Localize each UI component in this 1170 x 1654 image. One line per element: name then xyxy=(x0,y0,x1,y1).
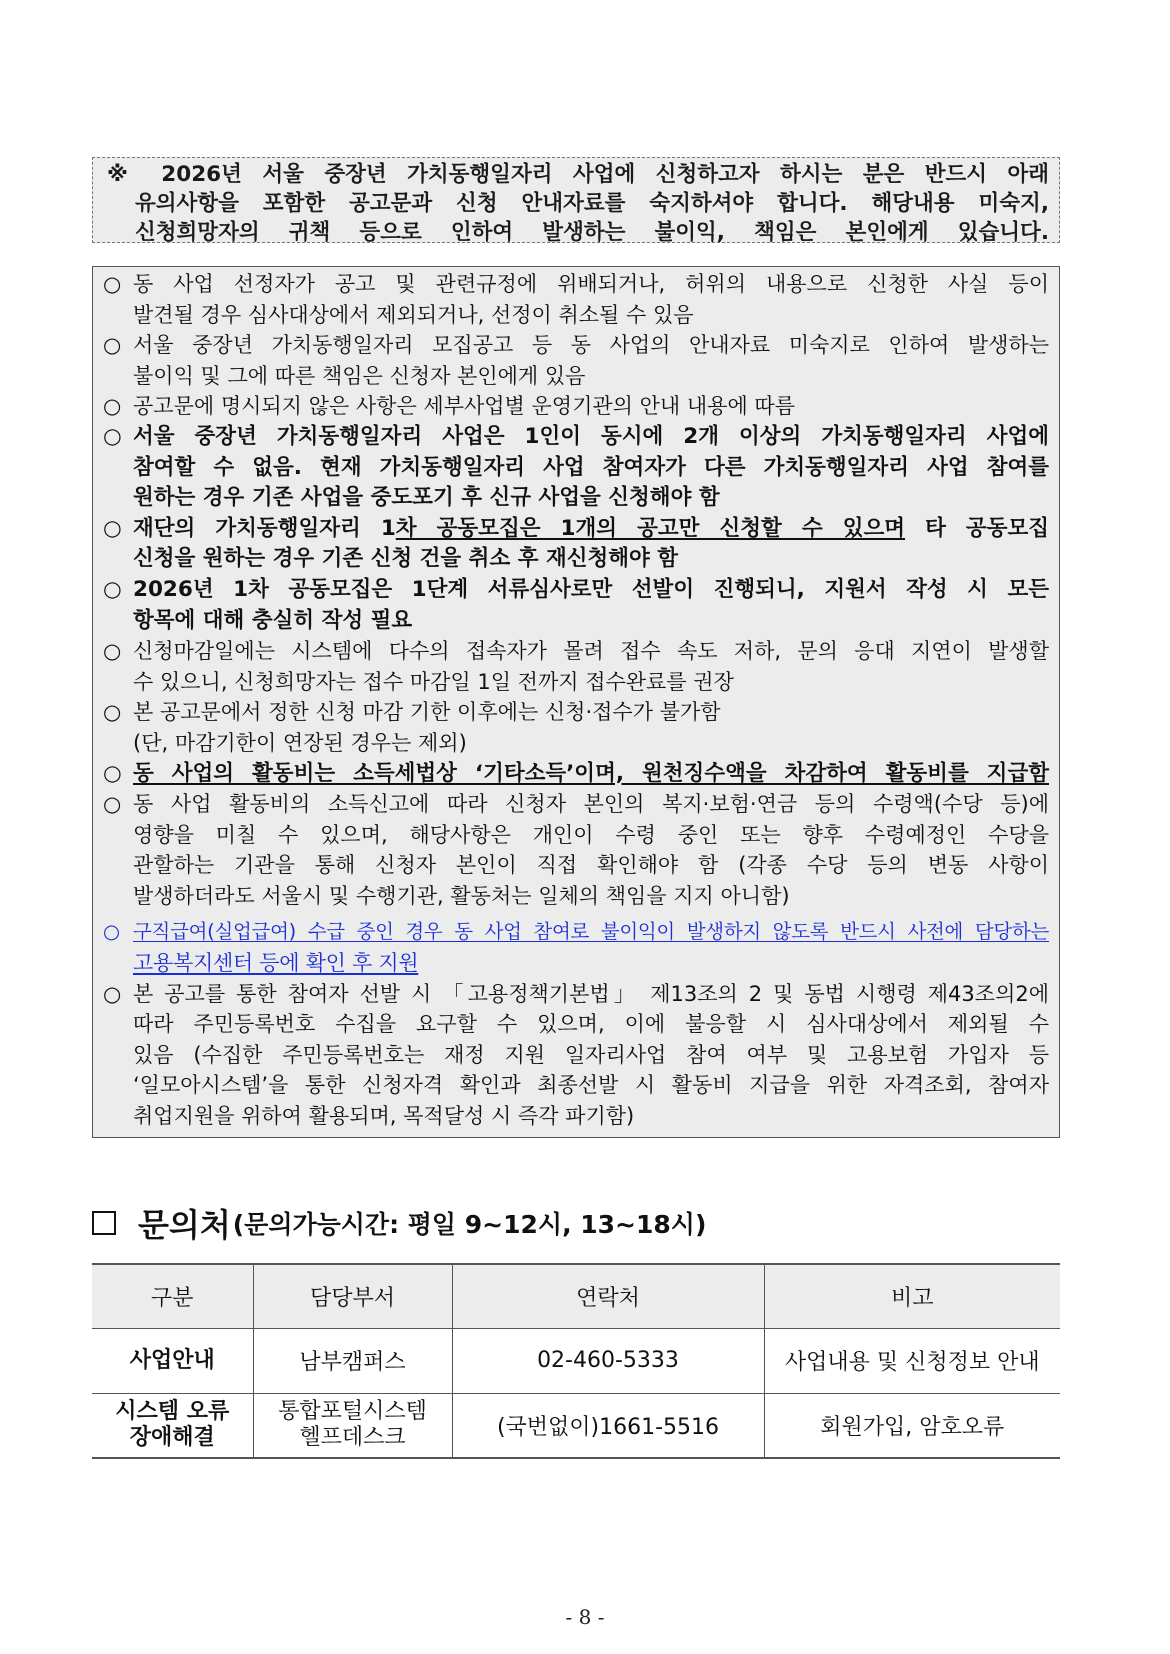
circle-bullet-icon: ○ xyxy=(103,981,122,1006)
section-title-main: 문의처 xyxy=(138,1206,231,1244)
page-number: - 8 - xyxy=(565,1605,605,1629)
phone-cell: 02-460-5333 xyxy=(452,1328,764,1393)
notice-box xyxy=(92,157,1060,243)
item-text: 본 공고문에서 정한 신청 마감 기한 이후에는 신청·접수가 불가함 xyxy=(133,700,721,725)
contact-section-title xyxy=(92,1200,706,1246)
circle-bullet-icon: ○ xyxy=(103,515,122,541)
item-text: 항목에 대해 충실히 작성 필요 xyxy=(133,607,413,633)
dept-cell xyxy=(253,1393,452,1458)
item-text: 본 공고를 통한 참여자 선발 시 「고용정책기본법」 제13조의 2 및 동법 시행령 제43조의2에 xyxy=(133,981,1049,1006)
dept-line: 헬프데스크 xyxy=(299,1425,406,1451)
item-text: 2026년 1차 공동모집은 1단계 서류심사로만 선발이 진행되니, 지원서 작성 시 모든 xyxy=(133,576,1049,602)
caution-item xyxy=(103,636,1049,697)
note-cell: 사업내용 및 신청정보 안내 xyxy=(764,1328,1060,1393)
circle-bullet-icon: ○ xyxy=(103,272,122,296)
item-text: 공고문에 명시되지 않은 사항은 세부사업별 운영기관의 안내 내용에 따름 xyxy=(133,394,795,419)
caution-item xyxy=(103,391,1049,422)
column-header: 비고 xyxy=(764,1264,1060,1328)
table-row xyxy=(92,1393,1060,1458)
column-header: 담당부서 xyxy=(253,1264,452,1328)
item-text: 수 있으니, 신청희망자는 접수 마감일 1일 전까지 접수완료를 권장 xyxy=(133,669,734,694)
item-text: 발견될 경우 심사대상에서 제외되거나, 선정이 취소될 수 있음 xyxy=(133,302,694,327)
item-text: 불이익 및 그에 따른 책임은 신청자 본인에게 있음 xyxy=(133,363,586,388)
item-text-part: 타 공동모집 xyxy=(905,515,1049,541)
underlined-text: 차 공동모집은 1개의 공고만 신청할 수 있으며 xyxy=(395,515,906,541)
circle-bullet-icon: ○ xyxy=(103,700,122,725)
caution-item-highlight xyxy=(103,917,1049,978)
caution-item xyxy=(103,697,1049,758)
section-title-sub: (문의가능시간: 평일 9~12시, 13~18시) xyxy=(232,1210,707,1239)
item-text: 관할하는 기관을 통해 신청자 본인이 직접 확인해야 함 (각종 수당 등의 변동 사항이 xyxy=(133,853,1049,878)
item-text: 신청을 원하는 경우 기존 신청 건을 취소 후 재신청해야 함 xyxy=(133,546,679,572)
table-header-row xyxy=(92,1264,1060,1328)
item-text: 취업지원을 위하여 활용되며, 목적달성 시 즉각 파기함) xyxy=(133,1104,635,1129)
item-text-part: 재단의 가치동행일자리 1 xyxy=(133,515,396,541)
item-text: 서울 중장년 가치동행일자리 모집공고 등 동 사업의 안내자료 미숙지로 인하여 발생하는 xyxy=(133,333,1049,358)
table-row xyxy=(92,1328,1060,1393)
column-header: 구분 xyxy=(92,1264,253,1328)
item-text: ‘일모아시스템’을 통한 신청자격 확인과 최종선발 시 활동비 지급을 위한 자격조회, 참여자 xyxy=(133,1073,1049,1098)
item-text: 동 사업 활동비의 소득신고에 따라 신청자 본인의 복지·보험·연금 등의 수령액(수당 등)에 xyxy=(133,792,1049,817)
category-cell: 사업안내 xyxy=(92,1328,253,1393)
circle-bullet-icon: ○ xyxy=(103,639,122,664)
category-cell xyxy=(92,1393,253,1458)
item-text: 고용복지센터 등에 확인 후 지원 xyxy=(133,951,419,976)
notice-line: 유의사항을 포함한 공고문과 신청 안내자료를 숙지하셔야 합니다. 해당내용 미숙지, xyxy=(135,191,1049,216)
category-line: 시스템 오류 xyxy=(115,1399,230,1425)
caution-item xyxy=(103,269,1049,330)
circle-bullet-icon: ○ xyxy=(103,792,122,817)
column-header: 연락처 xyxy=(452,1264,764,1328)
circle-bullet-icon: ○ xyxy=(103,333,122,358)
item-text: 구직급여(실업급여) 수급 중인 경우 동 사업 참여로 불이익이 발생하지 않도록 반드시 사전에 담당하는 xyxy=(133,920,1049,944)
item-text: 동 사업의 활동비는 소득세법상 ‘기타소득’이며, 원천징수액을 차감하여 활동비를 지급함 xyxy=(133,760,1049,786)
item-text: 영향을 미칠 수 있으며, 해당사항은 개인이 수령 중인 또는 향후 수령예정인 수당을 xyxy=(133,822,1049,847)
notice-line: 신청희망자의 귀책 등으로 인하여 발생하는 불이익, 책임은 본인에게 있습니다. xyxy=(135,220,1049,245)
caution-item xyxy=(103,979,1049,1132)
item-text xyxy=(133,514,1049,545)
contact-table xyxy=(92,1263,1060,1459)
caution-item xyxy=(103,330,1049,391)
item-text: (단, 마감기한이 연장된 경우는 제외) xyxy=(133,730,467,755)
item-text: 발생하더라도 서울시 및 수행기관, 활동처는 일체의 책임을 지지 아니함) xyxy=(133,883,790,908)
item-text: 동 사업 선정자가 공고 및 관련규정에 위배되거나, 허위의 내용으로 신청한 사실 등이 xyxy=(133,272,1049,296)
circle-bullet-icon: ○ xyxy=(103,576,122,602)
note-cell: 회원가입, 암호오류 xyxy=(764,1393,1060,1458)
circle-bullet-icon: ○ xyxy=(103,760,122,786)
caution-list xyxy=(92,266,1060,1138)
caution-item xyxy=(103,422,1049,514)
circle-bullet-icon: ○ xyxy=(103,394,122,419)
circle-bullet-icon: ○ xyxy=(103,920,120,944)
caution-item xyxy=(103,759,1049,790)
caution-item xyxy=(103,789,1049,911)
item-text: 신청마감일에는 시스템에 다수의 접속자가 몰려 접수 속도 저하, 문의 응대 지연이 발생할 xyxy=(133,639,1049,664)
notice-line: ※ 2026년 서울 중장년 가치동행일자리 사업에 신청하고자 하시는 분은 반드시 아래 xyxy=(107,162,1049,187)
caution-item xyxy=(103,575,1049,636)
dept-cell: 남부캠퍼스 xyxy=(253,1328,452,1393)
item-text: 서울 중장년 가치동행일자리 사업은 1인이 동시에 2개 이상의 가치동행일자리 사업에 xyxy=(133,423,1049,449)
caution-item xyxy=(103,514,1049,575)
circle-bullet-icon: ○ xyxy=(103,423,122,449)
item-text: 따라 주민등록번호 수집을 요구할 수 있으며, 이에 불응할 시 심사대상에서 제외될 수 xyxy=(133,1012,1049,1037)
dept-line: 통합포털시스템 xyxy=(278,1399,427,1425)
item-text: 있음 (수집한 주민등록번호는 재정 지원 일자리사업 참여 여부 및 고용보험 가입자 등 xyxy=(133,1042,1049,1067)
item-text: 참여할 수 없음. 현재 가치동행일자리 사업 참여자가 다른 가치동행일자리 사업 참여를 xyxy=(133,454,1049,480)
category-line: 장애해결 xyxy=(129,1425,215,1451)
phone-cell: (국번없이)1661-5516 xyxy=(452,1393,764,1458)
checkbox-icon xyxy=(92,1211,116,1235)
item-text: 원하는 경우 기존 사업을 중도포기 후 신규 사업을 신청해야 함 xyxy=(133,485,720,511)
